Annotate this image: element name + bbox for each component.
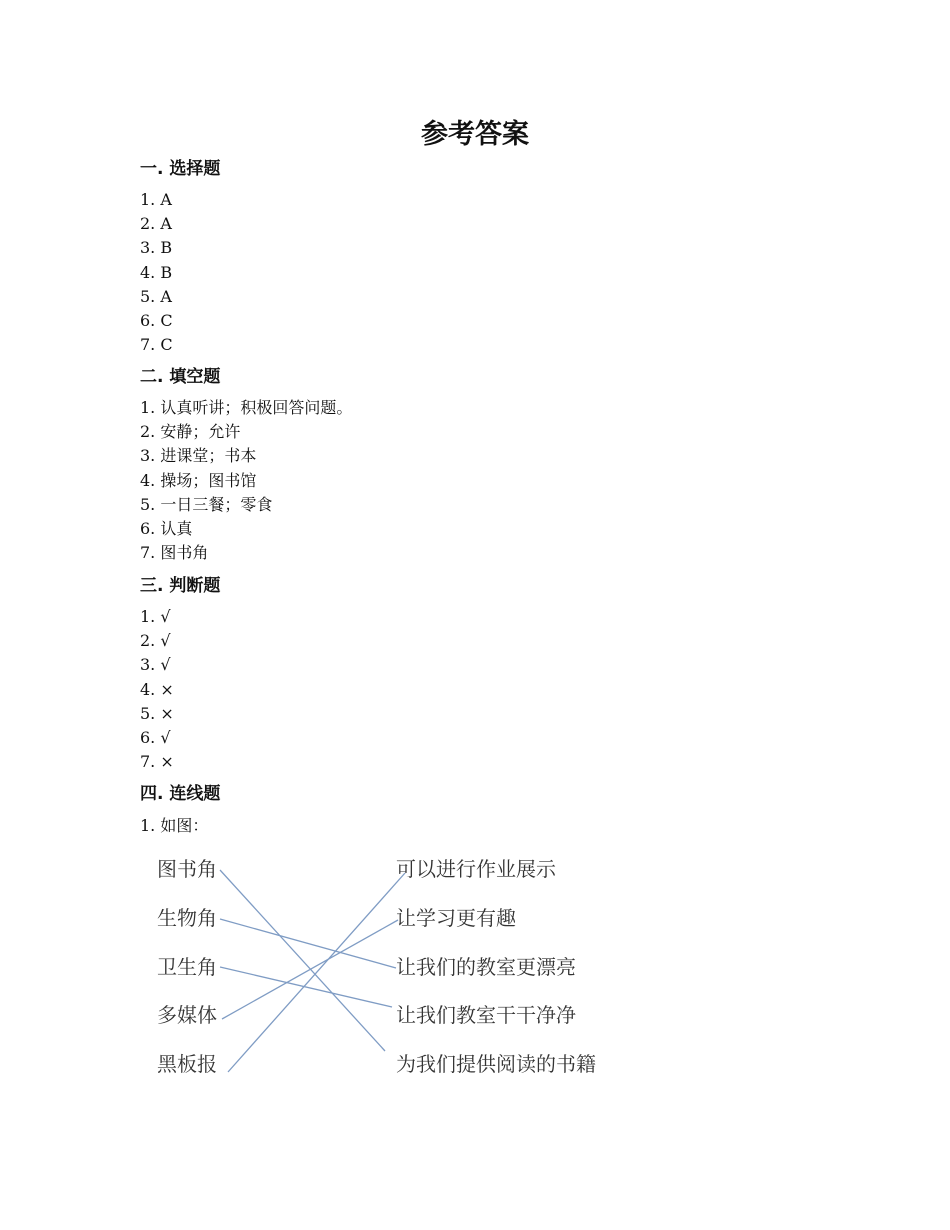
left-item: 黑板报 [157,1052,217,1076]
choice-answers [140,188,173,357]
answer-item: 2. √ [140,631,171,651]
right-item: 让我们教室干干净净 [396,1003,576,1027]
answer-item: 1. A [140,190,172,209]
connector-line [228,873,405,1072]
answer-item: 4. B [140,262,173,282]
section-heading-matching: 四. 连线题 [140,784,221,804]
left-item: 生物角 [157,906,217,930]
section-heading-judge: 三. 判断题 [140,576,221,596]
connector-line [220,870,385,1051]
connector-line [220,919,396,968]
matching-answers [140,814,208,838]
answer-item: 3. 进课堂；书本 [140,446,257,466]
answer-item: 3. B [140,238,173,258]
right-item: 可以进行作业展示 [396,857,556,881]
answer-item: 6. 认真 [140,518,193,538]
answer-item: 1. 如图： [140,816,209,835]
answer-item: 6. √ [140,727,171,747]
answer-item: 7. × [140,752,174,772]
fill-answers [140,396,352,565]
answer-item: 5. × [140,703,174,723]
page-title: 参考答案 [421,119,529,150]
answer-item: 2. A [140,214,172,234]
judge-answers [140,605,174,774]
answer-item: 4. 操场；图书馆 [140,470,257,490]
connector-line [220,967,392,1007]
answer-item: 2. 安静；允许 [140,422,241,442]
right-item: 让我们的教室更漂亮 [396,955,576,979]
answer-item: 1. √ [140,607,171,626]
answer-item: 6. C [140,310,173,330]
connector-line [222,920,398,1019]
section-heading-choice: 一. 选择题 [140,159,221,179]
right-item: 让学习更有趣 [396,906,516,930]
answer-item: 1. 认真听讲；积极回答问题。 [140,398,353,417]
right-item: 为我们提供阅读的书籍 [396,1052,596,1076]
answer-item: 7. C [140,335,173,355]
left-item: 多媒体 [157,1003,217,1027]
answer-item: 5. 一日三餐；零食 [140,494,273,514]
matching-diagram [140,848,640,1088]
left-item: 图书角 [157,857,217,881]
answer-item: 3. √ [140,655,171,675]
answer-item: 4. × [140,679,174,699]
answer-item: 7. 图书角 [140,543,209,563]
left-item: 卫生角 [157,955,217,979]
answer-item: 5. A [140,286,172,306]
section-heading-fill: 二. 填空题 [140,367,221,387]
